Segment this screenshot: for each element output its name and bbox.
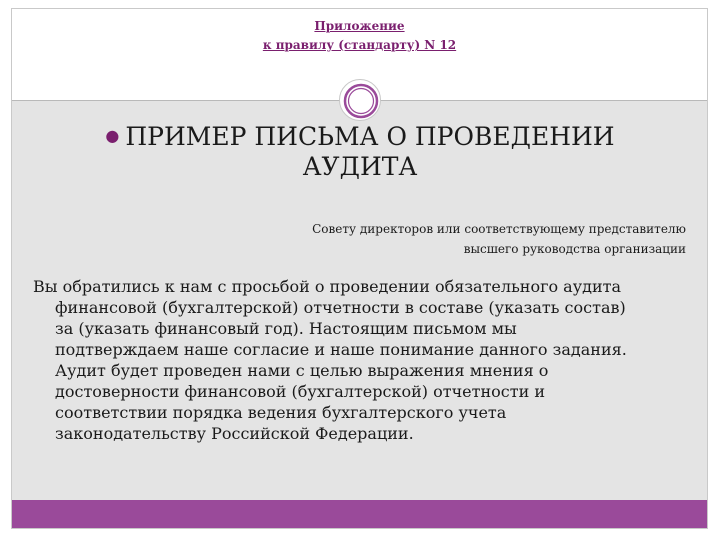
appendix-link-line2[interactable]: к правилу (стандарту) N 12 [262,38,457,52]
addressee-block [266,219,686,259]
body-line8: законодательству Российской Федерации. [55,424,414,443]
body-line7: соответствии порядка ведения бухгалтерского учета [55,403,507,422]
addressee-line2: высшего руководства организации [463,242,686,256]
ring-ornament-icon [339,79,381,121]
letter-paragraph [33,276,693,444]
body-line1: Вы обратились к нам с просьбой о проведении обязательного аудита [33,277,622,296]
body-line6: достоверности финансовой (бухгалтерской) отчетности и [55,382,545,401]
title-line1: ПРИМЕР ПИСЬМА О ПРОВЕДЕНИИ [125,122,615,151]
appendix-link-line1[interactable]: Приложение [314,19,405,33]
addressee-line1: Совету директоров или соответствующему представителю [312,222,686,236]
bullet-icon: ● [105,126,120,145]
ring-ornament-icon-graphic [340,80,382,122]
title-line2: АУДИТА [302,152,418,181]
letter-body [33,276,693,444]
body-line5: Аудит будет проведен нами с целью выражения мнения о [55,361,549,380]
body-line2: финансовой (бухгалтерской) отчетности в составе (указать состав) [55,298,626,317]
body-line3: за (указать финансовый год). Настоящим письмом мы [55,319,517,338]
slide-title [70,121,650,182]
footer-accent-bar [12,500,707,528]
body-line4: подтверждаем наше согласие и наше понимание данного задания. [55,340,627,359]
